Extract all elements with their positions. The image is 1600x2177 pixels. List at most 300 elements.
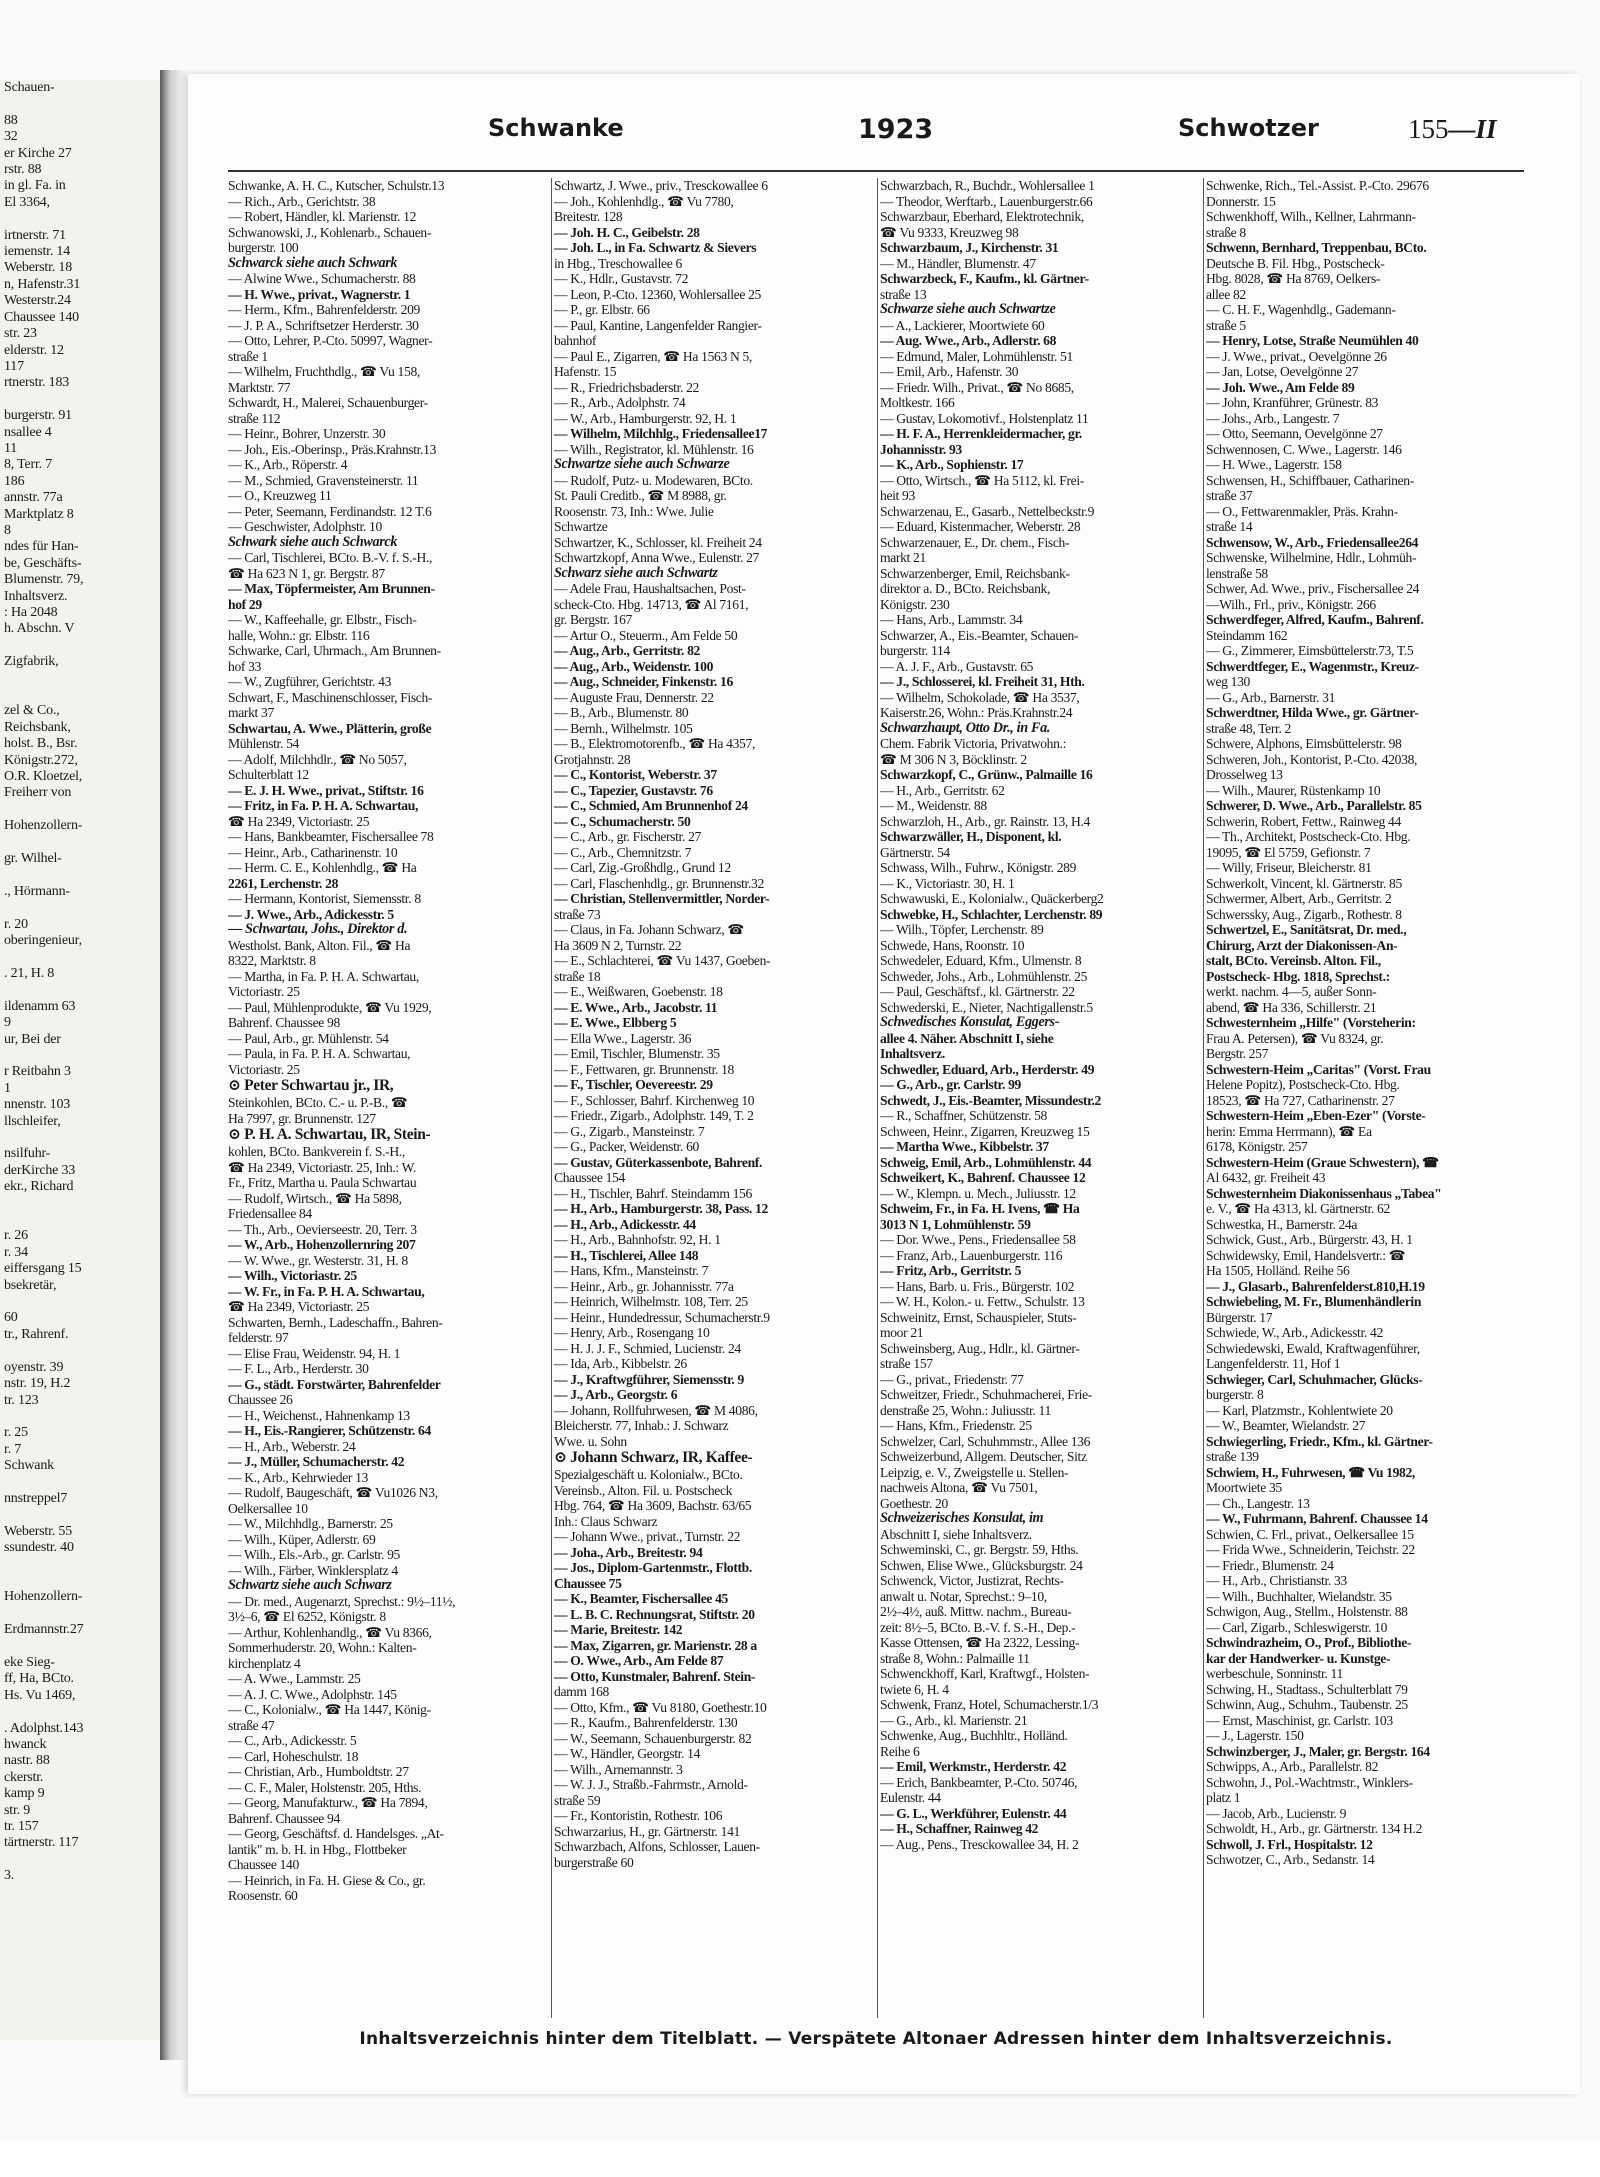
- directory-entry: — L. B. C. Rechnungsrat, Stiftstr. 20: [554, 1606, 755, 1622]
- directory-entry: — C., Arb., Adickesstr. 5: [228, 1733, 357, 1748]
- directory-entry: — W., Arb., Hamburgerstr. 92, H. 1: [554, 410, 737, 426]
- left-page-line: 3.: [4, 1868, 15, 1884]
- directory-column-3: [880, 178, 1202, 2018]
- directory-entry: — Henry, Lotse, Straße Neumühlen 40: [1206, 333, 1419, 348]
- left-page-line: str. 23: [4, 326, 37, 342]
- directory-entry: Schwarz siehe auch Schwartz: [554, 565, 718, 581]
- directory-columns: [228, 178, 1528, 2018]
- directory-entry: Schwarzenauer, E., Dr. chem., Fisch-: [880, 534, 1070, 550]
- directory-entry: — Wilh., Els.-Arb., gr. Carlstr. 95: [228, 1547, 400, 1562]
- directory-entry: — K., Arb., Kehrwieder 13: [228, 1469, 368, 1485]
- directory-entry: Schwermer, Albert, Arb., Gerritstr. 2: [1206, 891, 1392, 906]
- directory-entry: Victoriastr. 25: [228, 984, 300, 999]
- directory-entry: Chaussee 26: [228, 1392, 293, 1407]
- directory-entry: — H., Schaffner, Rainweg 42: [880, 1821, 1039, 1836]
- left-page-line: Blumenstr. 79,: [4, 572, 84, 588]
- directory-entry: Schwebke, H., Schlachter, Lerchenstr. 89: [880, 906, 1103, 922]
- directory-entry: — Herm., Kfm., Bahrenfelderstr. 209: [228, 302, 420, 317]
- directory-entry: Gärtnerstr. 54: [880, 844, 950, 860]
- directory-column-1: [228, 178, 550, 2018]
- directory-entry: Schwohn, J., Pol.-Wachtmstr., Winklers-: [1206, 1774, 1413, 1790]
- directory-entry: — J. Wwe., Arb., Adickesstr. 5: [228, 906, 394, 922]
- directory-entry: Donnerstr. 15: [1206, 193, 1276, 209]
- directory-entry: — Paul, Kantine, Langenfelder Rangier-: [554, 317, 762, 333]
- directory-entry: — H. F. A., Herrenkleidermacher, gr.: [880, 426, 1082, 441]
- directory-entry: — C., Schmied, Am Brunnenhof 24: [554, 798, 748, 813]
- directory-entry: straße 8, Wohn.: Palmaille 11: [880, 1650, 1030, 1666]
- left-page-line: Chaussee 140: [4, 309, 79, 325]
- left-page-line: [0, 900, 160, 916]
- left-page-line: [0, 1048, 160, 1064]
- page-number: [1408, 114, 1497, 145]
- directory-entry: — C., Kontorist, Weberstr. 37: [554, 767, 717, 782]
- left-page-line: er Kirche 27: [4, 145, 72, 161]
- directory-entry: allee 82: [1206, 286, 1246, 302]
- directory-entry: — Wilh., Buchhalter, Wielandstr. 35: [1206, 1588, 1392, 1604]
- left-page-line: [0, 1294, 160, 1310]
- directory-entry: straße 13: [880, 286, 927, 302]
- left-page-line: holst. B., Bsr.: [4, 736, 78, 752]
- directory-entry: — W. H., Kolon.- u. Fettw., Schulstr. 13: [880, 1294, 1085, 1309]
- directory-entry: — W., Klempn. u. Mech., Juliusstr. 12: [880, 1185, 1076, 1201]
- directory-entry: — E., Schlachterei, ☎ Vu 1437, Goeben-: [554, 953, 771, 968]
- directory-entry: — H., Arb., Christianstr. 33: [1206, 1573, 1347, 1588]
- directory-entry: Inh.: Claus Schwarz: [554, 1513, 658, 1529]
- header-first-entry: Schwanke: [488, 114, 624, 142]
- directory-entry: — R., Kaufm., Bahrenfelderstr. 130: [554, 1715, 738, 1730]
- left-page-line: Hs. Vu 1469,: [4, 1687, 76, 1703]
- directory-entry: Schwarzbeck, F., Kaufm., kl. Gärtner-: [880, 271, 1089, 286]
- directory-entry: — G., Zimmerer, Eimsbüttelerstr.73, T.5: [1206, 643, 1414, 658]
- directory-entry: — Theodor, Werftarb., Lauenburgerstr.66: [880, 193, 1093, 209]
- directory-entry: — W., Zugführer, Gerichtstr. 43: [228, 674, 392, 689]
- left-page-line: rstr. 88: [4, 162, 42, 178]
- directory-entry: — Hans, Bankbeamter, Fischersallee 78: [228, 829, 434, 844]
- directory-entry: Schwoldt, H., Arb., gr. Gärtnerstr. 134 H.2: [1206, 1821, 1423, 1836]
- directory-entry: Bürgerstr. 17: [1206, 1309, 1273, 1325]
- directory-entry: Oelkersallee 10: [228, 1500, 308, 1516]
- directory-entry: — J., Glasarb., Bahrenfelderst.810,H.19: [1206, 1278, 1425, 1294]
- directory-entry: — Th., Arb., Oevierseestr. 20, Terr. 3: [228, 1221, 417, 1237]
- directory-entry: Ha 7997, gr. Brunnenstr. 127: [228, 1110, 376, 1126]
- directory-entry: — Hermann, Kontorist, Siemensstr. 8: [228, 891, 421, 906]
- directory-entry: — A., Lackierer, Moortwiete 60: [880, 317, 1045, 333]
- directory-entry: Schweder, Johs., Arb., Lohmühlenstr. 25: [880, 968, 1088, 984]
- directory-entry: Schwennosen, C. Wwe., Lagerstr. 146: [1206, 441, 1402, 457]
- directory-entry: Spezialgeschäft u. Kolonialw., BCto.: [554, 1467, 743, 1482]
- directory-entry: Marktstr. 77: [228, 379, 291, 395]
- directory-entry: Schwerdtner, Hilda Wwe., gr. Gärtner-: [1206, 705, 1419, 720]
- left-page-line: r. 7: [4, 1441, 22, 1457]
- directory-entry: — C., Schumacherstr. 50: [554, 813, 691, 829]
- directory-column-2: [554, 178, 876, 2018]
- directory-entry: Schwiebeling, M. Fr., Blumenhändlerin: [1206, 1294, 1422, 1309]
- directory-entry: — Gustav, Lokomotivf., Holstenplatz 11: [880, 410, 1089, 426]
- directory-entry: 18523, ☎ Ha 727, Catharinenstr. 27: [1206, 1092, 1395, 1108]
- directory-entry: Leipzig, e. V., Zweigstelle u. Stellen-: [880, 1464, 1069, 1480]
- directory-entry: Schulterblatt 12: [228, 767, 309, 782]
- directory-entry: Schwensen, H., Schiffbauer, Catharinen-: [1206, 472, 1414, 488]
- directory-entry: Schwartzer, K., Schlosser, kl. Freiheit 24: [554, 534, 762, 550]
- left-page-line: 1: [4, 1080, 11, 1096]
- directory-entry: weg 130: [1206, 674, 1250, 689]
- directory-entry: — E., Weißwaren, Goebenstr. 18: [554, 984, 723, 999]
- directory-entry: — Rich., Arb., Gerichtstr. 38: [228, 193, 376, 209]
- directory-entry: Schwarke, Carl, Uhrmach., Am Brunnen-: [228, 643, 441, 658]
- directory-entry: — H., Tischler, Bahrf. Steindamm 156: [554, 1185, 752, 1201]
- directory-entry: — H., Arb., Gerritstr. 62: [880, 782, 1005, 798]
- directory-entry: — H., Arb., Hamburgerstr. 38, Pass. 12: [554, 1201, 768, 1216]
- directory-entry: — Alwine Wwe., Schumacherstr. 88: [228, 271, 416, 286]
- directory-entry: Schwarten, Bernh., Ladeschaffn., Bahren-: [228, 1314, 443, 1330]
- left-page-line: hwanck: [4, 1737, 47, 1753]
- directory-entry: abend, ☎ Ha 336, Schillerstr. 21: [1206, 999, 1377, 1015]
- directory-entry: — Emil, Tischler, Blumenstr. 35: [554, 1046, 720, 1061]
- directory-entry: Ha 3609 N 2, Turnstr. 22: [554, 937, 682, 953]
- directory-entry: — Erich, Bankbeamter, P.-Cto. 50746,: [880, 1774, 1078, 1790]
- directory-entry: halle, Wohn.: gr. Elbstr. 116: [228, 627, 370, 643]
- left-page-line: [0, 687, 160, 703]
- directory-entry: Schwerssky, Aug., Zigarb., Rothestr. 8: [1206, 906, 1402, 922]
- directory-entry: Schwarzbaum, J., Kirchenstr. 31: [880, 240, 1059, 255]
- directory-entry: hof 33: [228, 658, 262, 674]
- left-page-line: nsilfuhr-: [4, 1146, 51, 1162]
- directory-entry: zeit: 8½–5, BCto. B.-V. f. S.-H., Dep.-: [880, 1619, 1076, 1635]
- directory-entry: — G. L., Werkführer, Eulenstr. 44: [880, 1805, 1067, 1821]
- directory-entry: straße 59: [554, 1792, 601, 1808]
- left-page-line: ckerstr.: [4, 1769, 44, 1785]
- directory-entry: straße 5: [1206, 317, 1246, 333]
- left-page-line: [0, 982, 160, 998]
- directory-entry: — Wilh., Arnemannstr. 3: [554, 1761, 683, 1777]
- left-page-line: ., Hörmann-: [4, 883, 70, 899]
- directory-entry: Bahrenf. Chaussee 94: [228, 1810, 340, 1826]
- directory-entry: — F., Schlosser, Bahrf. Kirchenweg 10: [554, 1092, 755, 1108]
- directory-entry: — Wilhelm, Schokolade, ☎ Ha 3537,: [880, 689, 1080, 705]
- directory-entry: — Heinrich, Wilhelmstr. 108, Terr. 25: [554, 1294, 748, 1309]
- directory-entry: Schwedt, J., Eis.-Beamter, Missundestr.2: [880, 1092, 1102, 1108]
- left-page-fragment: [0, 80, 162, 2040]
- directory-entry: — W., Arb., Hohenzollernring 207: [228, 1237, 416, 1252]
- directory-entry: — Georg, Manufakturw., ☎ Ha 7894,: [228, 1795, 428, 1810]
- directory-entry: scheck-Cto. Hbg. 14713, ☎ Al 7161,: [554, 596, 749, 612]
- directory-entry: Schwenke, Rich., Tel.-Assist. P.-Cto. 29676: [1206, 178, 1429, 193]
- directory-entry: straße 157: [880, 1356, 933, 1371]
- directory-entry: — Paul E., Zigarren, ☎ Ha 1563 N 5,: [554, 348, 752, 364]
- directory-entry: ⊙ Johann Schwarz, IR, Kaffee-: [554, 1449, 753, 1466]
- directory-entry: — Friedr. Wilh., Privat., ☎ No 8685,: [880, 379, 1074, 395]
- directory-entry: Hbg. 764, ☎ Ha 3609, Bachstr. 63/65: [554, 1498, 752, 1513]
- directory-entry: Schwensow, W., Arb., Friedensallee264: [1206, 534, 1419, 550]
- directory-entry: — Otto, Lehrer, P.-Cto. 50997, Wagner-: [228, 333, 433, 348]
- directory-entry: — G., Arb., kl. Marienstr. 21: [880, 1712, 1028, 1728]
- directory-entry: heit 93: [880, 488, 915, 503]
- left-page-line: oyenstr. 39: [4, 1359, 64, 1375]
- left-page-line: Weberstr. 18: [4, 260, 73, 276]
- directory-entry: Schwertzel, E., Sanitätsrat, Dr. med.,: [1206, 922, 1407, 937]
- left-page-line: [0, 1130, 160, 1146]
- directory-entry: denstraße 25, Wohn.: Juliusstr. 11: [880, 1402, 1051, 1418]
- directory-entry: Schwartz siehe auch Schwarz: [228, 1578, 392, 1593]
- directory-entry: — Joh. Wwe., Am Felde 89: [1206, 379, 1355, 395]
- directory-entry: — Jos., Diplom-Gartenmstr., Flottb.: [554, 1560, 752, 1575]
- directory-entry: Langenfelderstr. 11, Hof 1: [1206, 1356, 1341, 1371]
- directory-entry: Inhaltsverz.: [880, 1046, 945, 1061]
- directory-entry: — Wilh., Küper, Adlerstr. 69: [228, 1531, 376, 1547]
- header-rule: [228, 170, 1524, 172]
- book-gutter: [160, 70, 186, 2060]
- directory-entry: — Adolf, Milchhdlr., ☎ No 5057,: [228, 751, 407, 767]
- directory-entry: — Carl, Hoheschulstr. 18: [228, 1748, 359, 1764]
- directory-entry: e. V., ☎ Ha 4313, kl. Gärtnerstr. 62: [1206, 1201, 1390, 1216]
- directory-entry: — Willy, Friseur, Bleicherstr. 81: [1206, 860, 1372, 875]
- directory-entry: ⊙ Peter Schwartau jr., IR,: [228, 1077, 394, 1094]
- directory-entry: straße 47: [228, 1717, 275, 1733]
- directory-entry: direktor a. D., BCto. Reichsbank,: [880, 581, 1051, 596]
- directory-entry: Schwark siehe auch Schwarck: [228, 534, 398, 550]
- directory-entry: nachweis Altona, ☎ Vu 7501,: [880, 1480, 1038, 1495]
- directory-entry: twiete 6, H. 4: [880, 1681, 949, 1697]
- directory-entry: Fr., Fritz, Martha u. Paula Schwartau: [228, 1175, 417, 1190]
- directory-entry: — E. J. H. Wwe., privat., Stiftstr. 16: [228, 782, 424, 798]
- directory-entry: — Joh. L., in Fa. Schwartz & Sievers: [554, 240, 757, 255]
- directory-entry: — J., Lagerstr. 150: [1206, 1728, 1304, 1743]
- directory-entry: — E. Wwe., Arb., Jacobstr. 11: [554, 999, 718, 1015]
- left-page-line: 186: [4, 473, 25, 489]
- directory-entry: Schwestern-Heim „Eben-Ezer" (Vorste-: [1206, 1108, 1426, 1123]
- left-page-line: eke Sieg-: [4, 1655, 55, 1670]
- directory-entry: — Hans, Kfm., Friedenstr. 25: [880, 1418, 1032, 1433]
- directory-entry: Schwarzenau, E., Gasarb., Nettelbeckstr.9: [880, 503, 1095, 519]
- directory-entry: —Wilh., Frl., priv., Königstr. 266: [1206, 596, 1376, 612]
- left-page-line: 8, Terr. 7: [4, 457, 53, 473]
- directory-entry: — W. J. J., Straßb.-Fahrmstr., Arnold-: [554, 1777, 748, 1792]
- running-header: [218, 114, 1518, 154]
- directory-entry: hof 29: [228, 596, 262, 612]
- directory-entry: 3½–6, ☎ El 6252, Königstr. 8: [228, 1609, 386, 1624]
- directory-entry: Schwedler, Eduard, Arb., Herderstr. 49: [880, 1061, 1095, 1077]
- directory-entry: felderstr. 97: [228, 1330, 289, 1345]
- directory-entry: Schwelzer, Carl, Schuhmmstr., Allee 136: [880, 1433, 1091, 1449]
- left-page-line: rtnerstr. 183: [4, 375, 70, 391]
- directory-entry: — Wilh., Färber, Winklersplatz 4: [228, 1562, 398, 1578]
- directory-entry: — C., Arb., Chemnitzstr. 7: [554, 844, 692, 860]
- directory-entry: — C., Kolonialw., ☎ Ha 1447, König-: [228, 1702, 431, 1717]
- directory-entry: Schwede, Hans, Roonstr. 10: [880, 937, 1025, 953]
- directory-entry: Bleicherstr. 77, Inhab.: J. Schwarz: [554, 1418, 729, 1433]
- directory-entry: — F., Fettwaren, gr. Brunnenstr. 18: [554, 1061, 734, 1077]
- directory-entry: — H., Weichenst., Hahnenkamp 13: [228, 1407, 410, 1423]
- directory-entry: — O., Kreuzweg 11: [228, 488, 332, 503]
- directory-entry: Postscheck- Hbg. 1818, Sprechst.:: [1206, 968, 1390, 984]
- directory-entry: bahnhof: [554, 333, 597, 348]
- directory-entry: Deutsche B. Fil. Hbg., Postscheck-: [1206, 255, 1385, 271]
- directory-entry: Schwestern-Heim „Caritas" (Vorst. Frau: [1206, 1061, 1431, 1077]
- directory-entry: — G., privat., Friedenstr. 77: [880, 1371, 1024, 1387]
- directory-entry: Schwiedewski, Ewald, Kraftwagenführer,: [1206, 1340, 1420, 1356]
- directory-entry: Schweren, Joh., Kontorist, P.-Cto. 42038,: [1206, 751, 1418, 767]
- directory-entry: Schwarzloh, H., Arb., gr. Rainstr. 13, H.4: [880, 813, 1090, 829]
- directory-entry: — W., Händler, Georgstr. 14: [554, 1746, 701, 1761]
- directory-entry: — R., Arb., Adolphstr. 74: [554, 395, 686, 410]
- directory-entry: Schwesternheim „Hilfe" (Vorsteherin:: [1206, 1015, 1416, 1030]
- directory-entry: Schwederski, E., Nieter, Nachtigallenstr.5: [880, 999, 1093, 1015]
- directory-entry: 8322, Marktstr. 8: [228, 953, 316, 968]
- left-page-line: nsallee 4: [4, 424, 52, 440]
- left-page-line: r. 34: [4, 1244, 28, 1260]
- directory-entry: Schwerkolt, Vincent, kl. Gärtnerstr. 85: [1206, 875, 1402, 891]
- directory-entry: — R., Schaffner, Schützenstr. 58: [880, 1108, 1047, 1123]
- left-page-line: [0, 392, 160, 408]
- directory-entry: Schwerer, D. Wwe., Arb., Parallelstr. 85: [1206, 798, 1422, 813]
- directory-entry: kohlen, BCto. Bankverein f. S.-H.,: [228, 1144, 405, 1159]
- directory-entry: Kasse Ottensen, ☎ Ha 2322, Lessing-: [880, 1635, 1080, 1650]
- directory-entry: straße 18: [554, 968, 601, 984]
- directory-entry: — G., Packer, Weidenstr. 60: [554, 1139, 699, 1154]
- left-page-line: 8: [4, 522, 11, 538]
- scan-bottom-margin: [0, 2140, 1600, 2177]
- directory-entry: Schwass, Wilh., Fuhrw., Königstr. 289: [880, 860, 1077, 875]
- left-page-line: Schauen-: [4, 80, 55, 95]
- directory-entry: Schwenske, Wilhelmine, Hdlr., Lohmüh-: [1206, 550, 1417, 565]
- left-page-line: [0, 1212, 160, 1228]
- left-page-line: . Adolphst.143: [4, 1720, 84, 1736]
- directory-entry: — Aug., Arb., Gerritstr. 82: [554, 643, 700, 658]
- directory-entry: — B., Arb., Blumenstr. 80: [554, 705, 689, 720]
- directory-entry: Schwarzenberger, Emil, Reichsbank-: [880, 565, 1070, 581]
- directory-entry: — Edmund, Maler, Lohmühlenstr. 51: [880, 348, 1073, 364]
- directory-entry: Wwe. u. Sohn: [554, 1433, 627, 1449]
- directory-entry: Schwedeler, Eduard, Kfm., Ulmenstr. 8: [880, 953, 1082, 968]
- directory-entry: — Herm. C. E., Kohlenhdlg., ☎ Ha: [228, 860, 417, 875]
- left-page-line: Freiherr von: [4, 785, 72, 801]
- directory-entry: werbeschule, Sonninstr. 11: [1206, 1666, 1343, 1681]
- directory-entry: Frau A. Petersen), ☎ Vu 8324, gr.: [1206, 1030, 1384, 1046]
- directory-entry: — Otto, Kfm., ☎ Vu 8180, Goethestr.10: [554, 1699, 767, 1715]
- directory-entry: allee 4. Näher. Abschnitt I, siehe: [880, 1030, 1054, 1046]
- directory-entry: — J. P. A., Schriftsetzer Herderstr. 30: [228, 317, 419, 333]
- directory-entry: 6178, Königstr. 257: [1206, 1139, 1308, 1154]
- directory-entry: — Emil, Werkmstr., Herderstr. 42: [880, 1759, 1067, 1774]
- left-page-line: str. 9: [4, 1802, 31, 1818]
- directory-entry: — K., Arb., Röperstr. 4: [228, 457, 348, 472]
- directory-entry: straße 1: [228, 348, 268, 364]
- directory-entry: Friedensallee 84: [228, 1206, 312, 1221]
- directory-entry: — M., Weidenstr. 88: [880, 798, 987, 813]
- left-page-line: 117: [4, 358, 24, 374]
- directory-entry: — Karl, Platzmstr., Kohlentwiete 20: [1206, 1402, 1393, 1418]
- directory-entry: — Fr., Kontoristin, Rothestr. 106: [554, 1808, 723, 1823]
- directory-entry: — Hans, Arb., Lammstr. 34: [880, 612, 1023, 627]
- directory-entry: Schwidewsky, Emil, Handelsvertr.: ☎: [1206, 1247, 1406, 1263]
- directory-entry: straße 112: [228, 410, 281, 426]
- page-section: —II: [1448, 114, 1497, 144]
- directory-entry: — Paul, Geschäftsf., kl. Gärtnerstr. 22: [880, 984, 1075, 999]
- directory-entry: damm 168: [554, 1684, 609, 1699]
- directory-entry: — F. L., Arb., Herderstr. 30: [228, 1361, 369, 1376]
- directory-entry: Schweikert, K., Bahrenf. Chaussee 12: [880, 1170, 1086, 1185]
- directory-entry: Eulenstr. 44: [880, 1790, 941, 1805]
- left-page-line: iemenstr. 14: [4, 244, 71, 260]
- directory-entry: Schwenke, Aug., Buchhltr., Holländ.: [880, 1728, 1068, 1743]
- directory-entry: Schwiede, W., Arb., Adickesstr. 42: [1206, 1325, 1383, 1340]
- directory-entry: Schwenn, Bernhard, Treppenbau, BCto.: [1206, 240, 1427, 255]
- directory-entry: Ha 1505, Holländ. Reihe 56: [1206, 1263, 1350, 1278]
- directory-entry: Victoriastr. 25: [228, 1061, 300, 1077]
- directory-entry: Vereinsb., Alton. Fil. u. Postscheck: [554, 1482, 733, 1498]
- directory-entry: — W. Fr., in Fa. P. H. A. Schwartau,: [228, 1283, 425, 1299]
- directory-entry: — J., Müller, Schumacherstr. 42: [228, 1454, 405, 1469]
- directory-entry: — Wilh., Victoriastr. 25: [228, 1268, 357, 1283]
- left-page-line: ff, Ha, BCto.: [4, 1671, 74, 1687]
- left-page-line: nnenstr. 103: [4, 1097, 71, 1113]
- left-page-line: tr. 123: [4, 1392, 39, 1408]
- directory-entry: — C., Tapezier, Gustavstr. 76: [554, 782, 713, 798]
- directory-entry: Chirurg, Arzt der Diakonissen-An-: [1206, 937, 1398, 953]
- directory-entry: — H. Wwe., Lagerstr. 158: [1206, 457, 1342, 472]
- directory-entry: 2261, Lerchenstr. 28: [228, 875, 339, 891]
- left-page-line: [0, 1639, 160, 1655]
- directory-entry: kar der Handwerker- u. Kunstge-: [1206, 1650, 1391, 1666]
- directory-entry: Schwigon, Aug., Stellm., Holstenstr. 88: [1206, 1604, 1408, 1619]
- left-page-line: Marktplatz 8: [4, 506, 74, 522]
- left-page-line: [0, 1557, 160, 1573]
- directory-entry: Schwieger, Carl, Schuhmacher, Glücks-: [1206, 1371, 1423, 1387]
- directory-entry: Schwarzbach, R., Buchdr., Wohlersallee 1: [880, 178, 1095, 193]
- left-page-line: llschleifer,: [4, 1113, 61, 1129]
- left-page-line: Inhaltsverz.: [4, 588, 68, 604]
- directory-entry: — Carl, Zigarb., Schleswigerstr. 10: [1206, 1619, 1388, 1635]
- left-page-line: nastr. 88: [4, 1753, 50, 1769]
- directory-entry: — Joh., Kohlenhdlg., ☎ Vu 7780,: [554, 193, 734, 209]
- left-page-line: [0, 1606, 160, 1622]
- directory-entry: — G., Arb., gr. Carlstr. 99: [880, 1077, 1021, 1092]
- directory-entry: — J., Schlosserei, kl. Freiheit 31, Hth.: [880, 674, 1085, 689]
- directory-entry: Bergstr. 257: [1206, 1046, 1269, 1061]
- directory-entry: — Robert, Händler, kl. Marienstr. 12: [228, 209, 417, 224]
- left-page-line: Reichsbank,: [4, 719, 71, 735]
- directory-entry: Drosselweg 13: [1206, 767, 1283, 782]
- directory-entry: — P., gr. Elbstr. 66: [554, 302, 650, 317]
- directory-entry: Schweizerisches Konsulat, im: [880, 1511, 1044, 1526]
- directory-entry: — K., Arb., Sophienstr. 17: [880, 457, 1024, 472]
- left-page-line: bsekretär,: [4, 1277, 57, 1293]
- directory-entry: ☎ Ha 623 N 1, gr. Bergstr. 87: [228, 565, 385, 581]
- directory-entry: straße 73: [554, 906, 601, 922]
- directory-entry: — F., Tischler, Oevereestr. 29: [554, 1077, 713, 1092]
- left-page-line: [0, 638, 160, 654]
- directory-entry: Schwarzhaupt, Otto Dr., in Fa.: [880, 720, 1051, 736]
- directory-entry: — Jan, Lotse, Oevelgönne 27: [1206, 364, 1359, 379]
- left-page-line: elderstr. 12: [4, 342, 64, 358]
- directory-entry: — A. Wwe., Lammstr. 25: [228, 1671, 361, 1686]
- directory-entry: — Ernst, Maschinist, gr. Carlstr. 103: [1206, 1712, 1393, 1728]
- directory-entry: Schwartz, J. Wwe., priv., Tresckowallee 6: [554, 178, 768, 193]
- directory-entry: Schweig, Emil, Arb., Lohmühlenstr. 44: [880, 1154, 1092, 1170]
- directory-entry: — Heinr., Arb., gr. Johannisstr. 77a: [554, 1278, 734, 1294]
- left-page-line: be, Geschäfts-: [4, 555, 82, 571]
- directory-entry: — Carl, Flaschenhdlg., gr. Brunnenstr.32: [554, 875, 764, 891]
- directory-entry: — Paul, Arb., gr. Mühlenstr. 54: [228, 1030, 389, 1046]
- left-page-line: r. 25: [4, 1425, 28, 1441]
- directory-entry: — Johann, Rollfuhrwesen, ☎ M 4086,: [554, 1402, 758, 1418]
- left-page-line: [0, 950, 160, 966]
- left-page-line: [0, 1704, 160, 1720]
- footer-note: Inhaltsverzeichnis hinter dem Titelblatt. — Verspätete Altonaer Adressen hinter dem Inhaltsverzeichnis.: [359, 2029, 1393, 2049]
- directory-entry: Schwiegerling, Friedr., Kfm., kl. Gärtner-: [1206, 1433, 1433, 1449]
- directory-entry: Schwarck siehe auch Schwark: [228, 255, 398, 271]
- left-page-line: ssundestr. 40: [4, 1540, 74, 1556]
